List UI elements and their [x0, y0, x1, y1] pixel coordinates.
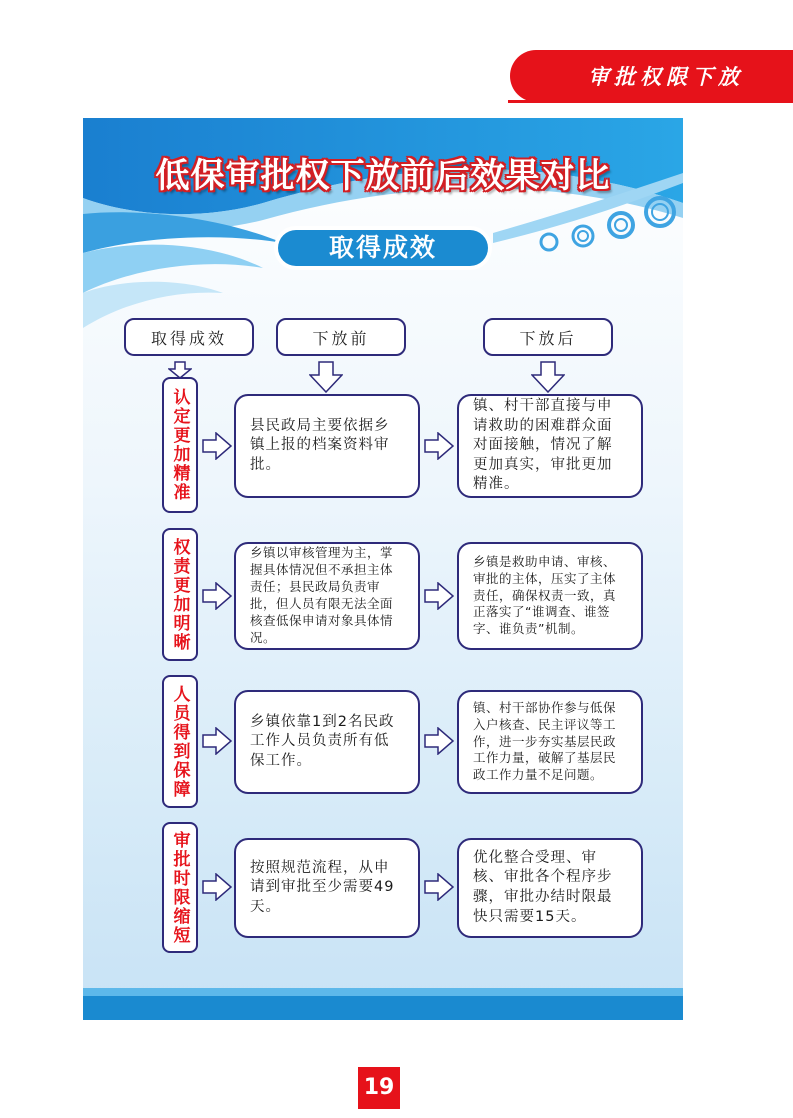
section-tab-rule [508, 100, 793, 103]
row-2-label: 权责更加明晰 [162, 528, 198, 661]
header-before: 下放前 [276, 318, 406, 356]
row-3-after-box [457, 690, 643, 794]
header-after: 下放后 [483, 318, 613, 356]
row-3-label: 人员得到保障 [162, 675, 198, 808]
row-1-before-box [234, 394, 420, 498]
row-2-after-box [457, 542, 643, 650]
right-arrow-icon [202, 873, 232, 901]
down-arrow-icon [309, 361, 343, 393]
row-1-before-text: 县民政局主要依据乡镇上报的档案资料审批。 [250, 417, 390, 473]
section-tab [510, 50, 793, 102]
right-arrow-icon [424, 582, 454, 610]
row-2-before-text: 乡镇以审核管理为主，掌握具体情况但不承担主体责任；县民政局负责审批，但人员有限无法全面核查低保申请对象具体情况。 [250, 545, 394, 645]
row-1-label: 认定更加精准 [162, 377, 198, 513]
right-arrow-icon [202, 582, 232, 610]
row-4-before-text: 按照规范流程，从申请到审批至少需要49天。 [250, 859, 395, 915]
header-effect: 取得成效 [124, 318, 254, 356]
row-3-before-box [234, 690, 420, 794]
subtitle-pill [274, 226, 492, 270]
row-4-after-box [457, 838, 643, 938]
right-arrow-icon [424, 432, 454, 460]
row-4-label: 审批时限缩短 [162, 822, 198, 953]
page-number: 19 [358, 1067, 400, 1109]
row-3-before-text: 乡镇依靠1到2名民政工作人员负责所有低保工作。 [250, 713, 395, 769]
row-3-after-text: 镇、村干部协作参与低保入户核查、民主评议等工作，进一步夯实基层民政工作力量，破解了基层民政工作力量不足问题。 [473, 699, 617, 783]
row-1-after-text: 镇、村干部直接与申请救助的困难群众面对面接触，情况了解更加真实，审批更加精准。 [473, 398, 613, 493]
right-arrow-icon [424, 727, 454, 755]
right-arrow-icon [202, 727, 232, 755]
row-2-before-box [234, 542, 420, 650]
section-tab-label: 审批权限下放 [588, 65, 744, 89]
poster [83, 118, 683, 1020]
down-arrow-icon [531, 361, 565, 393]
row-1-after-box [457, 394, 643, 498]
row-4-after-text: 优化整合受理、审核、审批各个程序步骤，审批办结时限最快只需要15天。 [473, 849, 613, 925]
subtitle-label: 取得成效 [278, 230, 488, 266]
row-2-after-text: 乡镇是救助申请、审核、审批的主体，压实了主体责任，确保权责一致，真正落实了“谁调查、谁签字、谁负责”机制。 [473, 553, 617, 637]
right-arrow-icon [424, 873, 454, 901]
row-4-before-box [234, 838, 420, 938]
page-title: 低保审批权下放前后效果对比 [155, 156, 611, 196]
right-arrow-icon [202, 432, 232, 460]
